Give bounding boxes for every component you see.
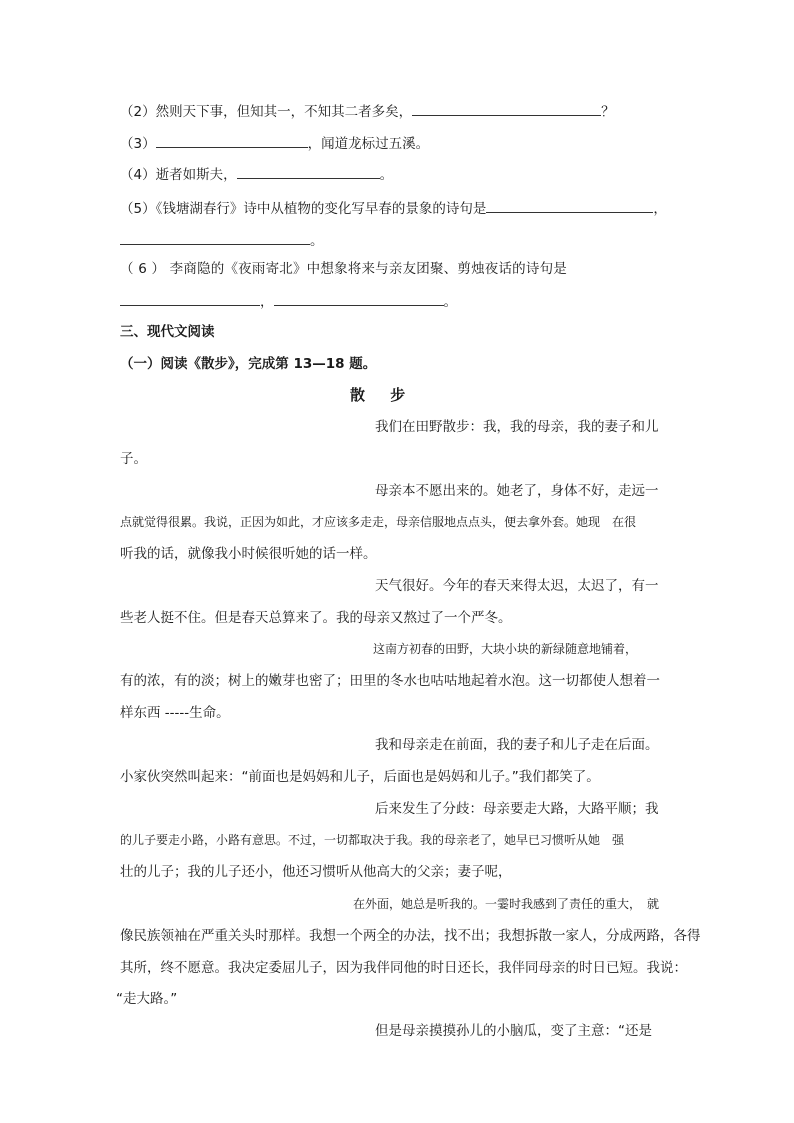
essay-line: 样东西 -----生命。 [120,705,230,721]
essay-line: 子。 [120,451,147,467]
essay-line: 的儿子要走小路，小路有意思。不过，一切都取决于我。我的母亲老了，她早已习惯听从她 强 [120,833,625,847]
essay-line: 在外面，她总是听我的。一霎时我感到了责任的重大， 就 [353,897,660,911]
essay-title: 散 步 [350,386,416,404]
question-text: 李商隐的《夜雨寄北》中想象将来与亲友团聚、剪烛夜话的诗句是 [169,261,567,277]
question-text: 逝者如斯夫， [155,167,237,183]
question-number: （4） [120,167,156,183]
question-number: （ 6 ） [120,261,166,277]
question-text-end: ？ [601,104,615,120]
question-6-cont [120,291,457,311]
question-3 [120,133,429,153]
answer-blank[interactable] [237,164,380,179]
essay-line: 但是母亲摸摸孙儿的小脑瓜，变了主意：“还是 [375,1023,652,1039]
answer-blank[interactable] [412,101,601,116]
question-5-cont [120,230,324,250]
essay-line: 天气很好。今年的春天来得太迟，太迟了，有一 [375,578,659,594]
question-text-mid: ， [653,201,667,217]
question-text: 《钱塘湖春行》诗中从植物的变化写早春的景象的诗句是 [155,201,487,217]
question-text: 然则天下事，但知其一，不知其二者多矣， [155,104,413,120]
question-number: （2） [120,104,156,120]
answer-blank-2[interactable] [274,291,444,306]
essay-line: 壮的儿子；我的儿子还小，他还习惯听从他高大的父亲；妻子呢， [120,864,512,880]
essay-line: 些老人挺不住。但是春天总算来了。我的母亲又熬过了一个严冬。 [120,610,512,626]
answer-blank[interactable] [156,133,308,148]
essay-line: 像民族领袖在严重关头时那样。我想一个两全的办法，找不出；我想拆散一家人，分成两路，各得 [120,928,701,944]
question-text-mid: ， [260,294,274,310]
question-text-end: 。 [443,294,457,310]
essay-line: 小家伙突然叫起来：“前面也是妈妈和儿子，后面也是妈妈和儿子。”我们都笑了。 [120,769,600,785]
question-number: （3） [120,136,156,152]
essay-line: “走大路。” [116,991,178,1007]
question-number: （5） [120,201,156,217]
answer-blank-1[interactable] [486,198,653,213]
question-5 [120,198,667,218]
section-heading: 三、现代文阅读 [120,324,215,340]
answer-blank-1[interactable] [120,291,260,306]
question-6 [120,260,567,278]
question-4 [120,164,393,184]
essay-line: 听我的话，就像我小时候很听她的话一样。 [120,546,377,562]
essay-line: 其所，终不愿意。我决定委屈儿子，因为我伴同他的时日还长，我伴同母亲的时日已短。我说： [120,960,687,976]
answer-blank-2[interactable] [120,230,310,245]
essay-line: 点就觉得很累。我说，正因为如此，才应该多走走，母亲信服地点点头，便去拿外套。她现 在很 [120,515,637,529]
subsection-heading: （一）阅读《散步》，完成第 13—18 题。 [120,356,377,372]
essay-line: 这南方初春的田野，大块小块的新绿随意地铺着， [373,642,638,656]
essay-line: 母亲本不愿出来的。她老了，身体不好，走远一 [375,483,659,499]
essay-line: 我和母亲走在前面，我的妻子和儿子走在后面。 [375,737,659,753]
essay-line: 后来发生了分歧：母亲要走大路，大路平顺；我 [375,801,659,817]
essay-line: 有的浓，有的淡；树上的嫩芽也密了；田里的冬水也咕咕地起着水泡。这一切都使人想着一 [120,673,660,689]
essay-line: 我们在田野散步：我，我的母亲，我的妻子和儿 [375,419,659,435]
question-text-end: 。 [310,233,324,249]
question-2 [120,101,615,121]
question-text-end: 。 [379,167,394,183]
question-text-end: ，闻道龙标过五溪。 [307,136,430,152]
